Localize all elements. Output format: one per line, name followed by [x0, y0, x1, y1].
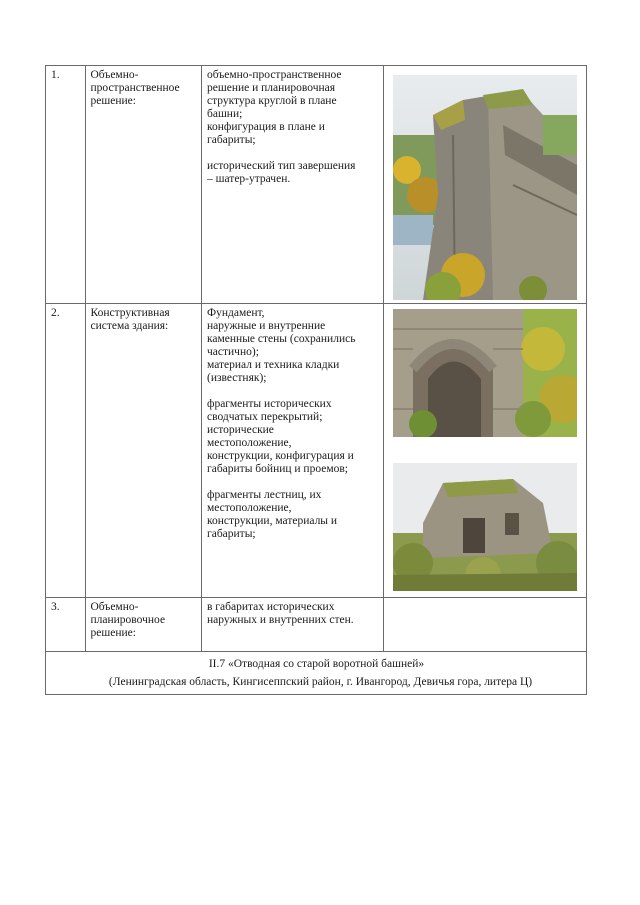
description-line: фрагменты исторических [207, 398, 332, 410]
feature-name-line: решение: [90, 95, 136, 107]
description-line: наружные и внутренние [207, 320, 326, 332]
feature-description [202, 598, 384, 652]
description-line: объемно-пространственное [207, 69, 342, 81]
row-number: 3. [46, 598, 86, 652]
description-line: (известняк); [207, 372, 267, 384]
description-line: материал и техника кладки [207, 359, 340, 371]
feature-name-line: планировочное [90, 614, 166, 626]
feature-name-line: решение: [90, 627, 136, 639]
description-line: частично); [207, 346, 259, 358]
photo-cell [384, 66, 587, 304]
description-line: габариты; [207, 134, 256, 146]
feature-name-line: Конструктивная [90, 307, 170, 319]
description-line: габариты бойниц и проемов; [207, 463, 348, 475]
feature-name-line: система здания: [90, 320, 169, 332]
description-line: башни; [207, 108, 243, 120]
description-line: исторические [207, 424, 274, 436]
vaulted-niche-photo [393, 309, 577, 437]
description-line: местоположение, [207, 437, 292, 449]
description-line: наружных и внутренних стен. [207, 614, 354, 626]
description-line: каменные стены (сохранились [207, 333, 356, 345]
description-line: решение и планировочная [207, 82, 336, 94]
feature-description [202, 66, 384, 304]
protected-features-table [45, 65, 587, 695]
row-number: 1. [46, 66, 86, 304]
description-line: конструкции, конфигурация и [207, 450, 354, 462]
photo-cell [384, 304, 587, 598]
description-line: габариты; [207, 528, 256, 540]
section-title: II.7 «Отводная со старой воротной башней» [208, 658, 425, 670]
description-line: сводчатых перекрытий; [207, 411, 323, 423]
description-line: конфигурация в плане и [207, 121, 325, 133]
description-line: – шатер-утрачен. [207, 173, 291, 185]
table-row [46, 66, 587, 304]
feature-name-line: пространственное [90, 82, 180, 94]
description-line: исторический тип завершения [207, 160, 356, 172]
feature-name [85, 304, 202, 598]
section-address: (Ленинградская область, Кингисеппский район, г. Ивангород, Девичья гора, литера Ц) [108, 676, 533, 688]
table-row [46, 304, 587, 598]
description-line: структура круглой в плане [207, 95, 337, 107]
feature-name-line: Объемно- [90, 601, 139, 613]
description-line: фрагменты лестниц, их [207, 489, 322, 501]
tower-ruin-autumn-photo [393, 75, 577, 300]
description-line: Фундамент, [207, 307, 265, 319]
feature-name-line: Объемно- [90, 69, 139, 81]
feature-name [85, 66, 202, 304]
description-line: местоположение, [207, 502, 292, 514]
tower-remains-photo [393, 463, 577, 591]
feature-name [85, 598, 202, 652]
description-line: в габаритах исторических [207, 601, 335, 613]
row-number: 2. [46, 304, 86, 598]
feature-description [202, 304, 384, 598]
description-line: конструкции, материалы и [207, 515, 338, 527]
section-heading-row [46, 652, 587, 695]
photo-cell [384, 598, 587, 652]
section-heading-cell [46, 652, 587, 695]
table-row [46, 598, 587, 652]
